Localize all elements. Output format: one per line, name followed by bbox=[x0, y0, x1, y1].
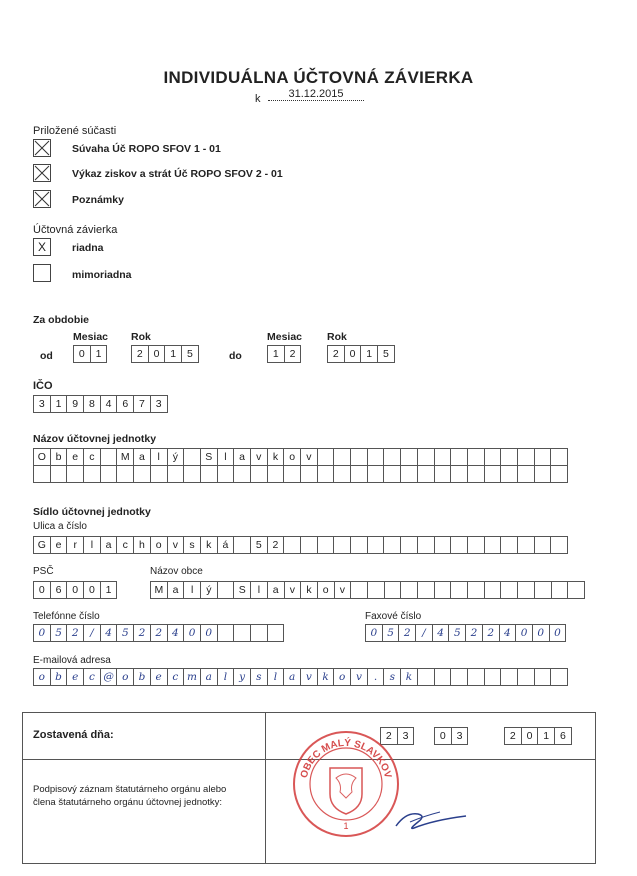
od-rok-label: Rok bbox=[131, 331, 151, 343]
frame-divider-vertical bbox=[265, 712, 266, 864]
field-cell[interactable]: 8 bbox=[83, 395, 101, 413]
od-rok-field[interactable] bbox=[131, 345, 199, 363]
field-cell[interactable]: k bbox=[317, 668, 335, 686]
field-cell[interactable] bbox=[400, 465, 418, 483]
field-cell[interactable] bbox=[183, 448, 201, 466]
field-cell[interactable] bbox=[350, 536, 368, 554]
field-cell[interactable] bbox=[66, 465, 84, 483]
field-cell[interactable]: 0 bbox=[83, 581, 101, 599]
od-mesiac-field[interactable] bbox=[73, 345, 107, 363]
field-cell[interactable]: G bbox=[33, 536, 51, 554]
field-cell[interactable] bbox=[450, 581, 468, 599]
field-cell[interactable] bbox=[434, 581, 452, 599]
field-cell[interactable]: 3 bbox=[397, 727, 415, 745]
field-cell[interactable] bbox=[550, 448, 568, 466]
field-cell[interactable]: a bbox=[200, 668, 218, 686]
field-cell[interactable]: 2 bbox=[133, 624, 151, 642]
field-cell[interactable]: s bbox=[250, 668, 268, 686]
field-cell[interactable] bbox=[450, 536, 468, 554]
field-cell[interactable] bbox=[417, 465, 435, 483]
field-cell[interactable]: a bbox=[100, 536, 118, 554]
field-cell[interactable]: 9 bbox=[66, 395, 84, 413]
field-cell[interactable]: 1 bbox=[537, 727, 555, 745]
field-cell[interactable]: a bbox=[133, 448, 151, 466]
field-cell[interactable]: l bbox=[183, 581, 201, 599]
zostavena-rok[interactable] bbox=[504, 727, 572, 745]
field-cell[interactable] bbox=[350, 581, 368, 599]
field-cell[interactable] bbox=[550, 465, 568, 483]
do-mesiac-field[interactable] bbox=[267, 345, 301, 363]
field-cell[interactable]: 4 bbox=[432, 624, 450, 642]
field-cell[interactable] bbox=[484, 536, 502, 554]
field-cell[interactable]: 1 bbox=[164, 345, 182, 363]
field-cell[interactable] bbox=[83, 465, 101, 483]
field-cell[interactable]: 5 bbox=[448, 624, 466, 642]
field-cell[interactable] bbox=[283, 536, 301, 554]
field-cell[interactable]: e bbox=[66, 448, 84, 466]
field-cell[interactable] bbox=[400, 536, 418, 554]
nazov-heading: Názov účtovnej jednotky bbox=[33, 433, 157, 445]
do-rok-label: Rok bbox=[327, 331, 347, 343]
field-cell[interactable]: M bbox=[116, 448, 134, 466]
field-cell[interactable] bbox=[317, 465, 335, 483]
attachment-label: Súvaha Úč ROPO SFOV 1 - 01 bbox=[72, 143, 221, 155]
field-cell[interactable]: k bbox=[300, 581, 318, 599]
field-cell[interactable]: 4 bbox=[499, 624, 517, 642]
field-cell[interactable]: l bbox=[217, 448, 235, 466]
field-cell[interactable] bbox=[50, 465, 68, 483]
field-cell[interactable]: r bbox=[66, 536, 84, 554]
field-cell[interactable] bbox=[484, 448, 502, 466]
tel-label: Telefónne číslo bbox=[33, 611, 100, 622]
field-cell[interactable] bbox=[333, 448, 351, 466]
stamp-number: 1 bbox=[343, 821, 349, 831]
field-cell[interactable]: 1 bbox=[50, 395, 68, 413]
field-cell[interactable] bbox=[267, 624, 285, 642]
psc-label: PSČ bbox=[33, 566, 54, 577]
attachment-checkbox[interactable] bbox=[33, 164, 51, 182]
field-cell[interactable]: l bbox=[217, 668, 235, 686]
field-cell[interactable]: a bbox=[167, 581, 185, 599]
field-cell[interactable]: 2 bbox=[150, 624, 168, 642]
field-cell[interactable]: h bbox=[133, 536, 151, 554]
field-cell[interactable] bbox=[551, 581, 569, 599]
field-cell[interactable]: M bbox=[150, 581, 168, 599]
field-cell[interactable] bbox=[500, 465, 518, 483]
field-cell[interactable]: 6 bbox=[50, 581, 68, 599]
field-cell[interactable] bbox=[567, 581, 585, 599]
field-cell[interactable]: 0 bbox=[434, 727, 452, 745]
field-cell[interactable] bbox=[350, 465, 368, 483]
field-cell[interactable] bbox=[434, 536, 452, 554]
field-cell[interactable] bbox=[500, 581, 518, 599]
field-cell[interactable] bbox=[450, 448, 468, 466]
field-cell[interactable]: o bbox=[150, 536, 168, 554]
field-cell[interactable]: a bbox=[283, 668, 301, 686]
field-cell[interactable] bbox=[400, 448, 418, 466]
field-cell[interactable]: ý bbox=[167, 448, 185, 466]
cross-mark-icon bbox=[34, 191, 50, 207]
k-date: 31.12.2015 bbox=[268, 88, 364, 101]
field-cell[interactable] bbox=[450, 465, 468, 483]
field-cell[interactable]: l bbox=[250, 581, 268, 599]
field-cell[interactable] bbox=[116, 465, 134, 483]
field-cell[interactable] bbox=[434, 448, 452, 466]
field-cell[interactable]: 3 bbox=[33, 395, 51, 413]
field-cell[interactable]: e bbox=[150, 668, 168, 686]
field-cell[interactable]: 2 bbox=[465, 624, 483, 642]
do-rok-field[interactable] bbox=[327, 345, 395, 363]
field-cell[interactable]: 5 bbox=[181, 345, 199, 363]
field-cell[interactable]: 0 bbox=[344, 345, 362, 363]
field-cell[interactable]: 2 bbox=[327, 345, 345, 363]
field-cell[interactable]: 0 bbox=[549, 624, 567, 642]
mimoriadna-label: mimoriadna bbox=[72, 269, 132, 281]
field-cell[interactable] bbox=[467, 581, 485, 599]
field-cell[interactable]: 0 bbox=[200, 624, 218, 642]
field-cell[interactable]: 5 bbox=[250, 536, 268, 554]
field-cell[interactable] bbox=[150, 465, 168, 483]
field-cell[interactable] bbox=[233, 624, 251, 642]
field-cell[interactable]: v bbox=[167, 536, 185, 554]
stamp-text: OBEC MALÝ SLAVKOV bbox=[298, 737, 394, 780]
field-cell[interactable]: 0 bbox=[532, 624, 550, 642]
psc-field[interactable] bbox=[33, 581, 117, 599]
field-cell[interactable]: v bbox=[250, 448, 268, 466]
field-cell[interactable]: c bbox=[167, 668, 185, 686]
field-cell[interactable] bbox=[534, 536, 552, 554]
field-cell[interactable]: e bbox=[50, 536, 68, 554]
attachment-checkbox[interactable] bbox=[33, 139, 51, 157]
field-cell[interactable] bbox=[550, 668, 568, 686]
field-cell[interactable] bbox=[250, 624, 268, 642]
riadna-checkbox[interactable]: X bbox=[33, 238, 51, 256]
cross-mark-icon bbox=[34, 140, 50, 156]
field-cell[interactable]: l bbox=[83, 536, 101, 554]
obec-field[interactable] bbox=[150, 581, 585, 599]
field-cell[interactable]: / bbox=[83, 624, 101, 642]
riadna-label: riadna bbox=[72, 242, 104, 254]
field-cell[interactable]: c bbox=[83, 448, 101, 466]
attachment-label: Poznámky bbox=[72, 194, 124, 206]
field-cell[interactable]: v bbox=[334, 581, 352, 599]
field-cell[interactable]: 5 bbox=[50, 624, 68, 642]
field-cell[interactable] bbox=[534, 465, 552, 483]
field-cell[interactable] bbox=[517, 448, 535, 466]
fax-field[interactable] bbox=[365, 624, 566, 642]
nazov-row1[interactable] bbox=[33, 448, 568, 466]
field-cell[interactable] bbox=[534, 668, 552, 686]
field-cell[interactable] bbox=[100, 465, 118, 483]
field-cell[interactable]: / bbox=[415, 624, 433, 642]
field-cell[interactable]: 2 bbox=[482, 624, 500, 642]
zostavena-label: Zostavená dňa: bbox=[33, 729, 114, 741]
field-cell[interactable] bbox=[484, 465, 502, 483]
field-cell[interactable]: l bbox=[267, 668, 285, 686]
fax-label: Faxové číslo bbox=[365, 611, 422, 622]
field-cell[interactable] bbox=[417, 668, 435, 686]
k-prefix: k bbox=[255, 93, 261, 105]
field-cell[interactable]: 7 bbox=[133, 395, 151, 413]
od-mesiac-label: Mesiac bbox=[73, 331, 109, 343]
email-field[interactable] bbox=[33, 668, 568, 686]
tel-field[interactable] bbox=[33, 624, 284, 642]
field-cell[interactable]: 2 bbox=[66, 624, 84, 642]
do-mesiac-label: Mesiac bbox=[267, 331, 303, 343]
field-cell[interactable]: v bbox=[284, 581, 302, 599]
field-cell[interactable] bbox=[217, 581, 235, 599]
field-cell[interactable]: m bbox=[183, 668, 201, 686]
field-cell[interactable] bbox=[500, 668, 518, 686]
field-cell[interactable]: b bbox=[133, 668, 151, 686]
prilozene-heading: Priložené súčasti bbox=[33, 125, 117, 137]
official-stamp bbox=[290, 728, 402, 840]
field-cell[interactable] bbox=[233, 536, 251, 554]
field-cell[interactable]: v bbox=[300, 448, 318, 466]
field-cell[interactable]: 0 bbox=[33, 581, 51, 599]
field-cell[interactable]: S bbox=[200, 448, 218, 466]
field-cell[interactable] bbox=[417, 536, 435, 554]
field-cell[interactable]: 2 bbox=[284, 345, 302, 363]
field-cell[interactable] bbox=[267, 465, 285, 483]
field-cell[interactable]: 5 bbox=[377, 345, 395, 363]
field-cell[interactable] bbox=[550, 536, 568, 554]
document-title: INDIVIDUÁLNA ÚČTOVNÁ ZÁVIERKA bbox=[163, 68, 474, 87]
field-cell[interactable]: 0 bbox=[33, 624, 51, 642]
field-cell[interactable] bbox=[250, 465, 268, 483]
field-cell[interactable]: 1 bbox=[267, 345, 285, 363]
field-cell[interactable] bbox=[367, 465, 385, 483]
ulica-field[interactable] bbox=[33, 536, 568, 554]
field-cell[interactable] bbox=[467, 448, 485, 466]
field-cell[interactable]: b bbox=[50, 668, 68, 686]
field-cell[interactable] bbox=[367, 581, 385, 599]
field-cell[interactable] bbox=[100, 448, 118, 466]
field-cell[interactable]: á bbox=[217, 536, 235, 554]
field-cell[interactable] bbox=[317, 536, 335, 554]
field-cell[interactable] bbox=[133, 465, 151, 483]
field-cell[interactable]: . bbox=[367, 668, 385, 686]
field-cell[interactable]: 0 bbox=[183, 624, 201, 642]
field-cell[interactable]: e bbox=[66, 668, 84, 686]
field-cell[interactable]: k bbox=[200, 536, 218, 554]
field-cell[interactable] bbox=[383, 448, 401, 466]
field-cell[interactable]: 1 bbox=[360, 345, 378, 363]
field-cell[interactable]: 5 bbox=[382, 624, 400, 642]
field-cell[interactable] bbox=[333, 536, 351, 554]
field-cell[interactable]: l bbox=[150, 448, 168, 466]
field-cell[interactable]: 2 bbox=[398, 624, 416, 642]
field-cell[interactable] bbox=[517, 536, 535, 554]
podpis-line2: člena štatutárneho orgánu účtovnej jednotky: bbox=[33, 797, 223, 808]
field-cell[interactable]: 0 bbox=[521, 727, 539, 745]
field-cell[interactable]: o bbox=[333, 668, 351, 686]
do-label: do bbox=[229, 350, 242, 362]
field-cell[interactable] bbox=[384, 581, 402, 599]
field-cell[interactable] bbox=[534, 448, 552, 466]
field-cell[interactable] bbox=[500, 536, 518, 554]
ico-field[interactable] bbox=[33, 395, 168, 413]
field-cell[interactable]: 0 bbox=[66, 581, 84, 599]
field-cell[interactable]: 5 bbox=[116, 624, 134, 642]
field-cell[interactable]: k bbox=[400, 668, 418, 686]
field-cell[interactable]: 2 bbox=[131, 345, 149, 363]
field-cell[interactable] bbox=[283, 465, 301, 483]
field-cell[interactable] bbox=[434, 668, 452, 686]
field-cell[interactable] bbox=[467, 668, 485, 686]
field-cell[interactable] bbox=[484, 581, 502, 599]
field-cell[interactable] bbox=[350, 448, 368, 466]
field-cell[interactable]: o bbox=[33, 668, 51, 686]
nazov-row2[interactable] bbox=[33, 465, 568, 483]
ico-heading: IČO bbox=[33, 380, 53, 392]
field-cell[interactable]: c bbox=[116, 536, 134, 554]
podpis-line1: Podpisový záznam štatutárneho orgánu alebo bbox=[33, 784, 227, 795]
field-cell[interactable]: v bbox=[350, 668, 368, 686]
coat-of-arms-icon bbox=[330, 768, 362, 814]
field-cell[interactable] bbox=[434, 465, 452, 483]
field-cell[interactable] bbox=[417, 581, 435, 599]
field-cell[interactable]: 0 bbox=[365, 624, 383, 642]
field-cell[interactable]: 0 bbox=[515, 624, 533, 642]
field-cell[interactable]: y bbox=[233, 668, 251, 686]
attachment-checkbox[interactable] bbox=[33, 190, 51, 208]
field-cell[interactable]: 0 bbox=[148, 345, 166, 363]
field-cell[interactable] bbox=[517, 668, 535, 686]
field-cell[interactable]: 3 bbox=[150, 395, 168, 413]
field-cell[interactable]: 6 bbox=[116, 395, 134, 413]
field-cell[interactable]: 4 bbox=[100, 624, 118, 642]
field-cell[interactable]: o bbox=[116, 668, 134, 686]
email-label: E-mailová adresa bbox=[33, 655, 111, 666]
field-cell[interactable] bbox=[317, 448, 335, 466]
field-cell[interactable]: O bbox=[33, 448, 51, 466]
obdobie-heading: Za obdobie bbox=[33, 314, 89, 326]
field-cell[interactable]: a bbox=[233, 448, 251, 466]
svg-text:OBEC MALÝ SLAVKOV bbox=[299, 736, 393, 780]
field-cell[interactable] bbox=[333, 465, 351, 483]
field-cell[interactable] bbox=[217, 465, 235, 483]
field-cell[interactable] bbox=[534, 581, 552, 599]
field-cell[interactable]: 1 bbox=[90, 345, 108, 363]
field-cell[interactable] bbox=[233, 465, 251, 483]
field-cell[interactable] bbox=[467, 536, 485, 554]
field-cell[interactable] bbox=[383, 465, 401, 483]
zostavena-mesiac[interactable] bbox=[434, 727, 468, 745]
attachment-label: Výkaz ziskov a strát Úč ROPO SFOV 2 - 01 bbox=[72, 168, 283, 180]
field-cell[interactable]: s bbox=[183, 536, 201, 554]
cross-mark-icon bbox=[34, 165, 50, 181]
field-cell[interactable]: 1 bbox=[100, 581, 118, 599]
od-label: od bbox=[40, 350, 53, 362]
field-cell[interactable] bbox=[217, 624, 235, 642]
field-cell[interactable]: o bbox=[317, 581, 335, 599]
field-cell[interactable] bbox=[200, 465, 218, 483]
field-cell[interactable]: S bbox=[233, 581, 251, 599]
field-cell[interactable] bbox=[167, 465, 185, 483]
field-cell[interactable] bbox=[500, 448, 518, 466]
field-cell[interactable] bbox=[417, 448, 435, 466]
field-cell[interactable] bbox=[367, 536, 385, 554]
field-cell[interactable] bbox=[183, 465, 201, 483]
field-cell[interactable] bbox=[300, 465, 318, 483]
mimoriadna-checkbox[interactable] bbox=[33, 264, 51, 282]
field-cell[interactable] bbox=[517, 465, 535, 483]
sidlo-heading: Sídlo účtovnej jednotky bbox=[33, 506, 151, 518]
field-cell[interactable]: 2 bbox=[504, 727, 522, 745]
field-cell[interactable]: 6 bbox=[554, 727, 572, 745]
field-cell[interactable]: ý bbox=[200, 581, 218, 599]
field-cell[interactable] bbox=[450, 668, 468, 686]
field-cell[interactable] bbox=[467, 465, 485, 483]
field-cell[interactable]: 4 bbox=[167, 624, 185, 642]
obec-label: Názov obce bbox=[150, 566, 203, 577]
field-cell[interactable]: 2 bbox=[380, 727, 398, 745]
field-cell[interactable]: 2 bbox=[267, 536, 285, 554]
field-cell[interactable]: a bbox=[267, 581, 285, 599]
field-cell[interactable] bbox=[33, 465, 51, 483]
handwritten-signature bbox=[390, 800, 470, 836]
field-cell[interactable] bbox=[300, 536, 318, 554]
ulica-label: Ulica a číslo bbox=[33, 521, 87, 532]
field-cell[interactable]: b bbox=[50, 448, 68, 466]
zavierka-heading: Účtovná závierka bbox=[33, 224, 118, 236]
field-cell[interactable]: @ bbox=[100, 668, 118, 686]
field-cell[interactable]: 4 bbox=[100, 395, 118, 413]
field-cell[interactable]: 0 bbox=[73, 345, 91, 363]
field-cell[interactable] bbox=[367, 448, 385, 466]
field-cell[interactable]: 3 bbox=[451, 727, 469, 745]
field-cell[interactable]: s bbox=[383, 668, 401, 686]
field-cell[interactable] bbox=[383, 536, 401, 554]
field-cell[interactable]: k bbox=[267, 448, 285, 466]
field-cell[interactable] bbox=[484, 668, 502, 686]
field-cell[interactable]: c bbox=[83, 668, 101, 686]
field-cell[interactable] bbox=[517, 581, 535, 599]
field-cell[interactable]: v bbox=[300, 668, 318, 686]
field-cell[interactable] bbox=[400, 581, 418, 599]
field-cell[interactable]: o bbox=[283, 448, 301, 466]
